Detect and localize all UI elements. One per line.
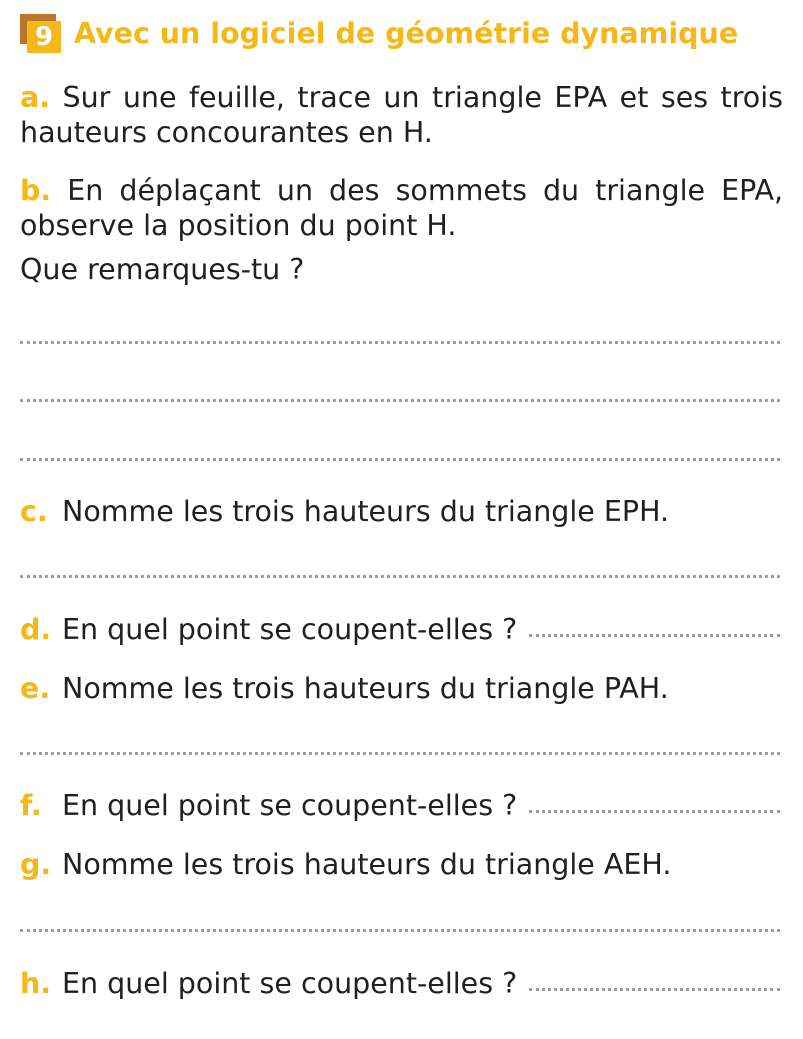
item-d-text: En quel point se coupent-elles ? [62, 613, 518, 646]
answer-line-h[interactable] [529, 988, 780, 991]
answer-line-c[interactable] [20, 575, 780, 578]
answer-line-e[interactable] [20, 752, 780, 755]
item-f [20, 788, 780, 823]
item-a [20, 80, 783, 150]
item-c-text: Nomme les trois hauteurs du triangle EPH. [62, 495, 670, 528]
item-b [20, 173, 783, 243]
exercise-title: Avec un logiciel de géométrie dynamique [74, 17, 739, 50]
item-c-letter: c. [20, 495, 48, 528]
item-g [20, 847, 780, 882]
item-b-question: Que remarques-tu ? [20, 253, 305, 286]
item-f-text: En quel point se coupent-elles ? [62, 789, 518, 822]
answer-line-g[interactable] [20, 929, 780, 932]
item-e-text: Nomme les trois hauteurs du triangle PAH. [62, 672, 669, 705]
answer-line-b-3[interactable] [20, 458, 780, 461]
item-h-letter: h. [20, 967, 52, 1000]
item-d [20, 612, 780, 647]
item-d-letter: d. [20, 613, 52, 646]
item-g-text: Nomme les trois hauteurs du triangle AEH. [62, 848, 672, 881]
item-a-text: Sur une feuille, trace un triangle EPA et ses trois hauteurs concourantes en H. [20, 81, 784, 149]
answer-line-f[interactable] [529, 810, 780, 813]
item-e-letter: e. [20, 672, 51, 705]
item-g-letter: g. [20, 848, 52, 881]
answer-line-d[interactable] [529, 634, 780, 637]
item-c [20, 494, 780, 529]
item-a-letter: a. [20, 81, 51, 114]
item-h [20, 966, 780, 1001]
answer-line-b-1[interactable] [20, 341, 780, 344]
exercise-header [20, 14, 738, 54]
item-f-letter: f. [20, 789, 42, 822]
item-b-text: En déplaçant un des sommets du triangle EPA, observe la position du point H. [20, 174, 784, 242]
item-h-text: En quel point se coupent-elles ? [62, 967, 518, 1000]
answer-line-b-2[interactable] [20, 399, 780, 402]
item-e [20, 671, 780, 706]
exercise-number-badge [20, 14, 64, 54]
item-b-letter: b. [20, 174, 52, 207]
exercise-number: 9 [27, 21, 61, 53]
